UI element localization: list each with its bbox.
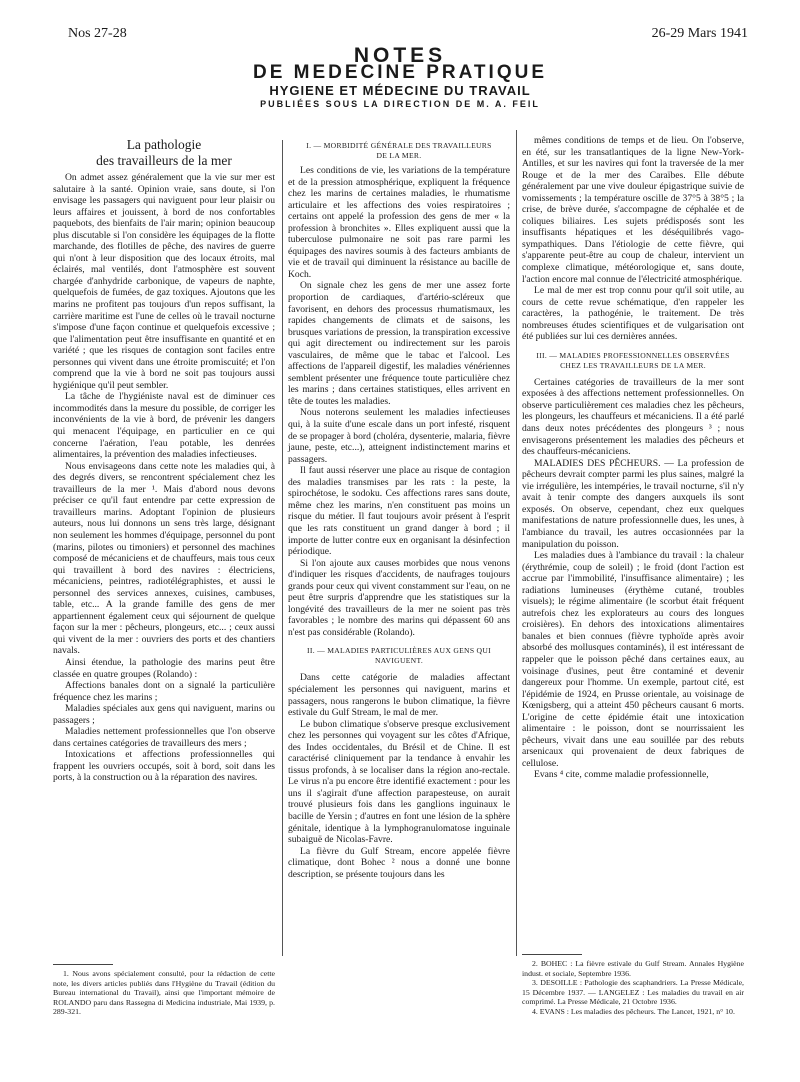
journal-editor-line: PUBLIÉES SOUS LA DIRECTION DE M. A. FEIL [260, 99, 540, 109]
section-heading-2 [288, 646, 510, 666]
paragraph: Evans ⁴ cite, comme maladie professionnelle, [534, 769, 709, 781]
journal-subtitle: HYGIENE ET MÉDECINE DU TRAVAIL [269, 83, 531, 98]
paragraph: On admet assez généralement que la vie sur mer est salutaire à la santé. Opinion vraie, sans doute, si l'on envisage les passagers qui naviguent pour leur plaisir ou leurs affaires et jouissent, à bord de nos confortables paquebots, des bienfaits de l'air marin; opinion beaucoup plus discutable si l'on considère les équipages de la flotte marchande, des flotilles de pêche, des navires de guerre qui n'ont à leur disposition que des locaux étroits, mal éclairés, mal ventilés, dont l'atmosphère est souvent chargée d'anhydride carbonique, de vapeurs de naphte, quelquefois de fumées, de gaz toxiques. Ajoutons que les marins ne profitent pas toujours d'un repos suffisant, la carrière maritime est l'une de celles où le travail nocturne s'impose d'une façon continue et quelquefois excessive ; que l'alimentation peut être insuffisante en quantité et en variété ; que les risques de contagion sont faciles entre personnes qui vivent dans une étroite promiscuité; et l'on comprend que la vie à bord ne soit pas toujours aussi hygiénique qu'il peut sembler. [53, 172, 275, 391]
paragraph: mêmes conditions de temps et de lieu. On l'observe, en été, sur les transatlantiques de la ligne New-York-Antilles, et sur les navires qui font la traversée de la mer Rouge et de la mer des Caraïbes. Elle débute généralement par une vive douleur épigastrique suivie de vomissements ; la température oscille de 37°5 à 38°5 ; la crise, de brève durée, s'accompagne de céphalée et de coliques biliaires. Les sujets prédisposés sont les insuffisants hépatiques et les déséquilibrés vago-sympathiques. Dans l'étiologie de cette fièvre, qui s'apparente peut-être au coup de chaleur, intervient un complexe climatique, météorologique et, sans doute, l'action encore mal connue de l'électricité atmosphérique. [522, 135, 744, 285]
paragraph: Nous noterons seulement les maladies infectieuses qui, à la suite d'une escale dans un port infesté, risquent de se propager à bord (choléra, dysenterie, malaria, fièvre jaune, peste, etc...), atteignent indistinctement marins et passagers. [288, 407, 510, 465]
section-heading-2-line1: II. — MALADIES PARTICULIÈRES AUX GENS QUI [307, 646, 491, 656]
paragraph: La tâche de l'hygiéniste naval est de diminuer ces incommodités dans la mesure du possible, de corriger les inconvénients de la vie à bord, de prévenir les dangers qui menacent l'équipage, en particulier en ce qui concerne l'aération, l'eau potable, les denrées alimentaires, la prévention des maladies infectieuses. [53, 391, 275, 461]
section-heading-2-line2: NAVIGUENT. [374, 656, 424, 666]
paragraph: Maladies spéciales aux gens qui naviguent, marins ou passagers ; [53, 703, 275, 726]
paragraph: Affections banales dont on a signalé la particulière fréquence chez les marins ; [53, 680, 275, 703]
paragraph: Nous envisageons dans cette note les maladies qui, à des degrés divers, se rencontrent spécialement chez les travailleurs de la mer ¹. Mais d'abord nous devons préciser ce qu'il faut entendre par cette expression de travailleurs marins. Adoptant l'opinion de plusieurs auteurs, nous lui donnons un sens très large, désignant non seulement les hommes d'équipage, personnel du pont (marins, pilotes ou timoniers) et personnel des machines composé de mécaniciens et de chauffeurs, mais tous ceux qui travaillent à bord des navires : électriciens, mécaniciens, peintres, radiotélégraphistes, et aussi le personnel des services annexes, cuisines, cambuses, table, etc... A la grande famille des gens de mer appartiennent également ceux qui séjournent de quelque façon sur la mer : pêcheurs, plongeurs, etc... ; ceux aussi qui vivent de la mer : ouvriers des ports et des chantiers navals. [53, 460, 275, 657]
article-title-line2: des travailleurs de la mer [96, 153, 232, 168]
article-title [53, 137, 275, 169]
column-2 [288, 165, 510, 880]
column-1 [53, 172, 275, 784]
section-heading-3 [522, 351, 744, 371]
paragraph: La fièvre du Gulf Stream, encore appelée fièvre climatique, dont Bohec ² nous a donné une bonne description, se présente toujours dans les [288, 845, 510, 880]
paragraph: On signale chez les gens de mer une assez forte proportion de cardiaques, d'artério-scléreux que favorisent, en dehors des processus rhumatismaux, les rapides changements de climats et de saisons, les brusques variations de pression, la transpiration excessive qui agit directement ou indirectement sur les parois vasculaires, de même que le tabac et l'alcool. Les affections de l'appareil digestif, les maladies vénériennes semblent présenter une fréquence toute particulière chez les marins ; dans certaines statistiques, elles arrivent en tête de toutes les maladies. [288, 280, 510, 407]
footnote: 2. BOHEC : La fièvre estivale du Gulf Stream. Annales Hygiène indust. et sociale, Septembre 1936. [522, 959, 744, 978]
paragraph: Les conditions de vie, les variations de la température et de la pression atmosphérique, expliquent la fréquence chez les marins de certaines maladies, le rhumatisme articulaire et les affections des voies respiratoires ; certains ont appelé la profession des gens de mer « la profession à bronchites ». Elles expliquent aussi que la tuberculose pulmonaire ne soit pas rare parmi les équipages des navires soumis à des facteurs ambiants de vie et de travail qui diminuent la résistance au bacille de Koch. [288, 165, 510, 280]
paragraph: Certaines catégories de travailleurs de la mer sont exposées à des affections nettement professionnelles. On observe particulièrement ces maladies chez les pêcheurs, les plongeurs, les chauffeurs et mécaniciens. Il a été parlé dans deux notes précédentes des plongeurs ³ ; nous envisagerons présentement les maladies des pêcheurs et des chauffeurs-mécaniciens. [522, 376, 744, 458]
article-title-line1: La pathologie [126, 137, 202, 152]
column-divider-left [282, 140, 283, 956]
paragraph: Il faut aussi réserver une place au risque de contagion des maladies transmises par les rats : la peste, la spirochétose, le sodoku. Ces affections rares sans doute, même chez les marins, n'en constituent pas moins un risque du métier. Il faut toujours avoir présent à l'esprit que les rats constituent un grand danger à bord ; il importe de lutter contre eux en organisant la désinfection périodique. [288, 465, 510, 558]
section-heading-1-line1: I. — MORBIDITÉ GÉNÉRALE DES TRAVAILLEURS [306, 141, 492, 150]
journal-title-line2: DE MEDECINE PRATIQUE [252, 62, 547, 83]
footnote-rule [53, 964, 113, 965]
section-heading-1 [288, 141, 510, 161]
issue-number: Nos 27-28 [68, 26, 127, 41]
footnotes-column-3 [522, 959, 744, 1017]
section-heading-3-line1: III. — MALADIES PROFESSIONNELLES OBSERVÉES [536, 350, 730, 360]
paragraph: Les maladies dues à l'ambiance du travail : la chaleur (érythrémie, coup de soleil) ; le froid (dont l'action est accrue par l'immobilité, l'insuffisance alimentaire) ; les radiations lumineuses (érythème cutané, troubles visuels); le régime alimentaire (le scorbut était fréquent autrefois chez les explorateurs au cours des longues croisières). En dehors des intoxications alimentaires banales et bien connues (fièvre typhoïde après avoir absorbé des mollusques contaminés), il est intéressant de rappeler que le poisson pêché dans certaines eaux, au voisinage d'usines, peut être contaminé et devenir dangereux pour l'homme. Un exemple, partout cité, est l'épidémie de 1924, en Prusse orientale, au voisinage de Kœnigsberg, qui a atteint 450 pêcheurs causant 6 morts. L'origine de cette épidémie était une intoxication alimentaire : le poisson, dont se nourrissaient les pêcheurs, vivait dans une eau souillée par des rebuts arsenicaux qui provenaient de deux fabriques de cellulose. [522, 550, 744, 769]
paragraph: Maladies nettement professionnelles que l'on observe dans certaines catégories de travailleurs des mers ; [53, 726, 275, 749]
footnotes-column-1 [53, 969, 275, 1017]
column-3 [522, 135, 744, 781]
paragraph: Le bubon climatique s'observe presque exclusivement chez les personnes qui voyagent sur les côtes d'Afrique, des Indes occidentales, du Brésil et de Chine. Il est caractérisé cliniquement par la tendance à envahir les tissus profonds, à se localiser dans la région ano-rectale. Le virus n'a pu encore être identifié exactement : pour les uns il s'agirait d'une affection parapesteuse, on aurait trouvé plusieurs fois dans les ganglions inguinaux le bacille de Yersin ; d'autres en font une lésion de la sphère génitale, identique à la lymphogranulomatose inguinale subaiguë de Nicolas-Favre. [288, 718, 510, 846]
footnote-rule-right [522, 954, 582, 955]
column-divider-right [516, 130, 517, 956]
paragraph: Ainsi étendue, la pathologie des marins peut être classée en quatre groupes (Rolando) : [53, 656, 275, 680]
paragraph: MALADIES DES PÊCHEURS. — La profession de pêcheurs devrait compter parmi les plus saines, malgré la vie irrégulière, les intempéries, le travail nocturne, s'il n'y avait à tenir compte des dangers auxquels ils sont exposés. On observe, cependant, chez eux quelques manifestations de nature professionnelle dues, les unes, à l'ambiance du travail, les autres occasionnées par la manipulation du poisson. [522, 457, 744, 550]
footnote: 1. Nous avons spécialement consulté, pour la rédaction de cette note, les divers articles publiés dans l'Hygiène du Travail (édition du Bureau international du Travail), ainsi que l'important mémoire de ROLANDO paru dans Rassegna di Medicina industriale, Mai 1939, p. 289-321. [53, 969, 275, 1017]
paragraph: Intoxications et affections professionnelles qui frappent les ouvriers occupés, soit à bord, soit dans les ports, à la construction ou à la réparation des navires. [53, 749, 275, 784]
paragraph: Dans cette catégorie de maladies affectant spécialement les personnes qui naviguent, marins et passagers, nous rangerons le bubon climatique, la fièvre estivale du Gulf Stream, le mal de mer. [288, 672, 510, 719]
paragraph: Si l'on ajoute aux causes morbides que nous venons d'indiquer les risques d'accidents, de naufrages toujours grands pour ceux qui vivent constamment sur l'eau, on ne peut être surpris d'apprendre que les statistiques sur la longévité des travailleurs de la mer ne soient pas très favorables ; le nombre des marins qui dépassent 60 ans n'est pas considérable (Rolando). [288, 557, 510, 638]
footnote: 3. DESOILLE : Pathologie des scaphandriers. La Presse Médicale, 15 Décembre 1937. — LANGELEZ : Les maladies du travail en air comprimé. La Presse Médicale, 21 Octobre 1936. [522, 978, 744, 1007]
journal-title: NOTES [353, 44, 447, 67]
footnote: 4. EVANS : Les maladies des pêcheurs. The Lancet, 1921, n° 10. [532, 1006, 735, 1016]
section-heading-1-line2: DE LA MER. [376, 151, 422, 160]
section-heading-3-line2: CHEZ LES TRAVAILLEURS DE LA MER. [560, 360, 706, 370]
paragraph: Le mal de mer est trop connu pour qu'il soit utile, au cours de cette revue schématique, d'en rappeler les caractères, la pathogénie, le traitement. De très nombreuses études scientifiques et de vulgarisation ont été publiées sur lui ces dernières années. [522, 285, 744, 343]
issue-date: 26-29 Mars 1941 [651, 26, 748, 41]
